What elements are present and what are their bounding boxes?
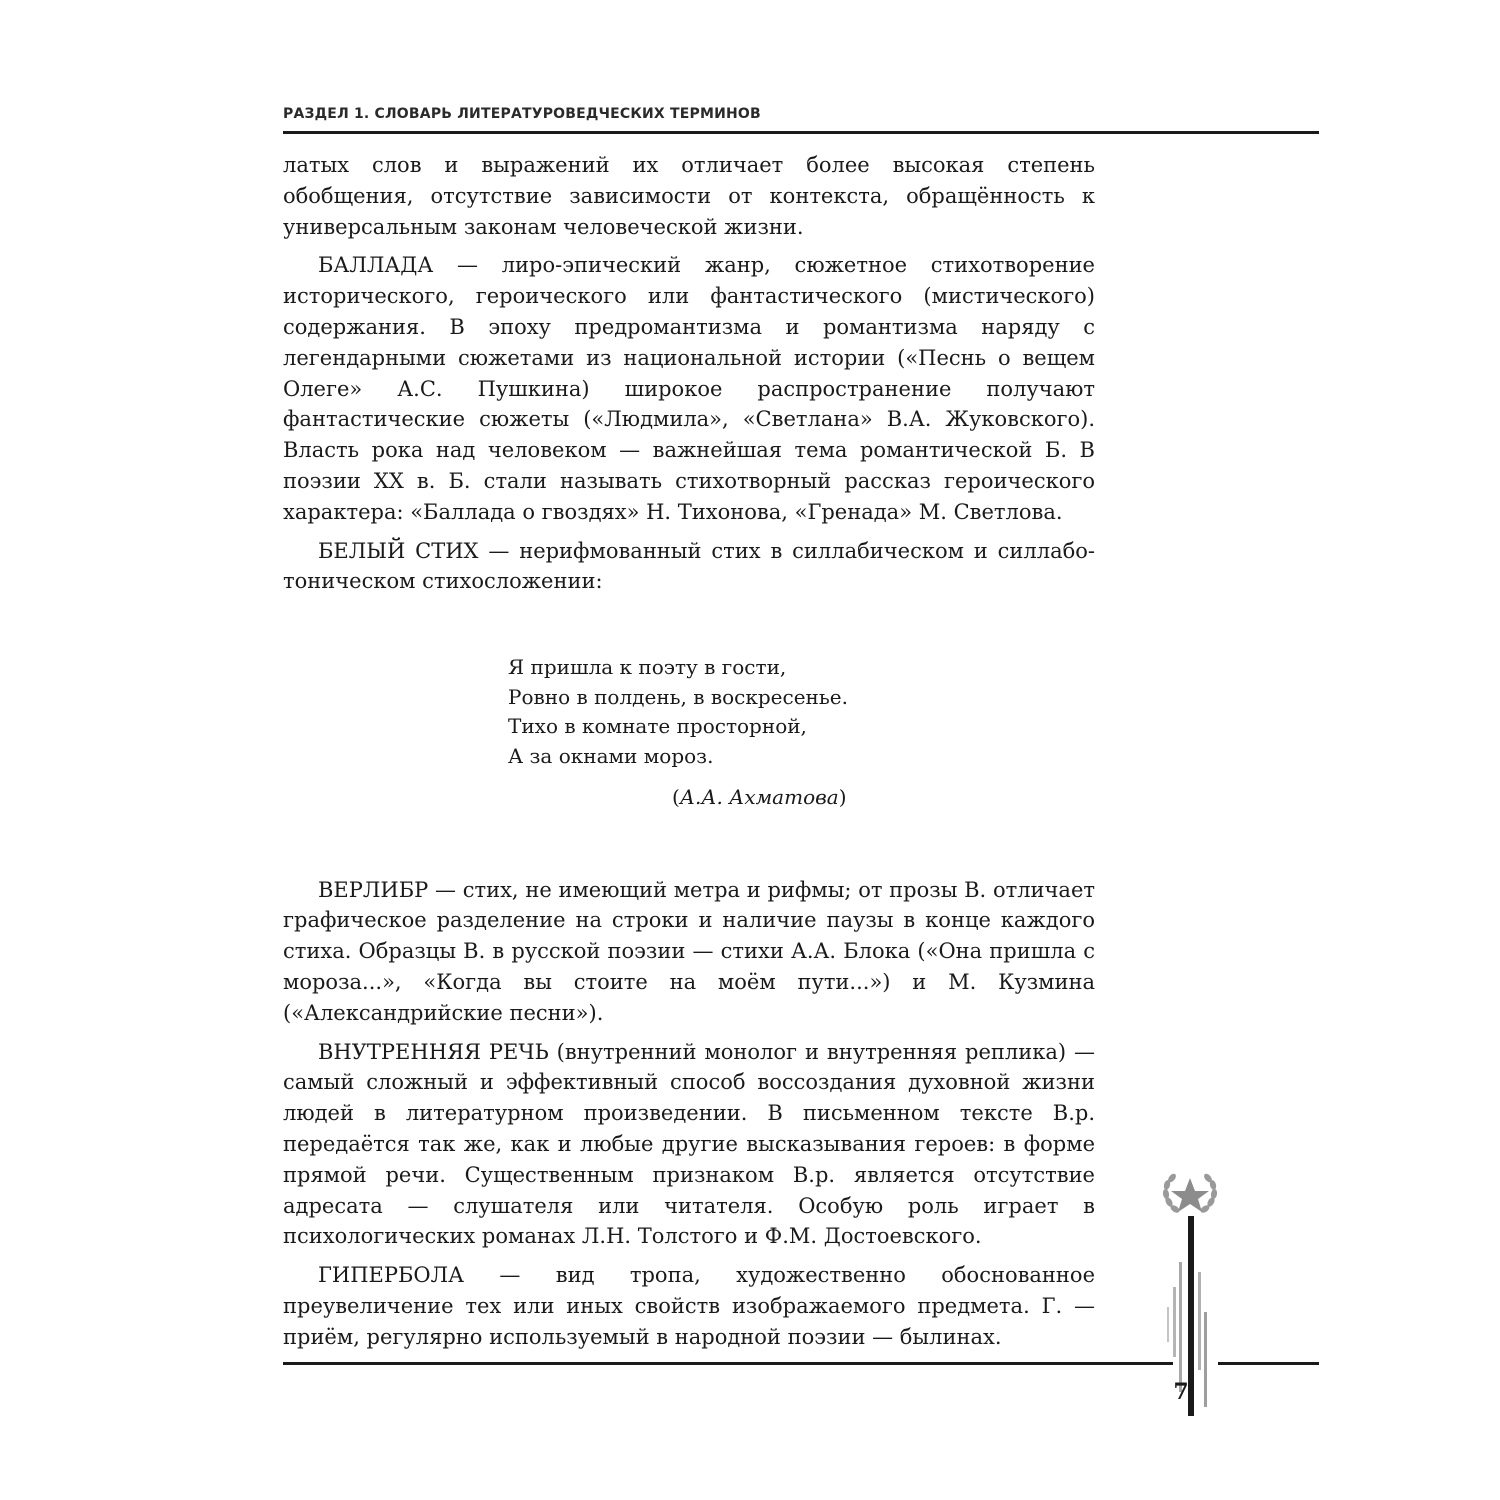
running-head: РАЗДЕЛ 1. СЛОВАРЬ ЛИТЕРАТУРОВЕДЧЕСКИХ ТЕРМИНОВ bbox=[283, 106, 761, 122]
poem-author: (А.А. Ахматова) bbox=[672, 785, 847, 810]
header-rule bbox=[283, 131, 1319, 134]
entry-verlibr: ВЕРЛИБР — стих, не имеющий метра и рифмы; от прозы В. отличает графическое разделение на строки и наличие паузы в конце каждого стиха. Образцы В. в русской поэзии — стихи А.А. Блока («Она пришла с мороза...», «Когда вы стоите на моём пути...») и М. Кузмина («Александрийские песни»). bbox=[283, 877, 1095, 1025]
poem-line: Я пришла к поэту в гости, bbox=[508, 655, 787, 680]
entry-ballada: БАЛЛАДА — лиро-эпический жанр, сюжетное стихотворение исторического, героического или фантастического (мистического) содержания. В эпоху предромантизма и романтизма наряду с легендарными сюжетами из национальной истории («Песнь о вещем Олеге» А.С. Пушкина) широкое распространение получают фантастические сюжеты («Людмила», «Светлана» В.А. Жуковского). Власть рока над человеком — важнейшая тема романтической Б. В поэзии XX в. Б. стали называть стихотворный рассказ героического характера: «Баллада о гвоздях» Н. Тихонова, «Гренада» М. Светлова. bbox=[283, 253, 1095, 524]
page-number: 7 bbox=[1173, 1379, 1189, 1405]
poem-quote bbox=[508, 653, 1095, 813]
poem-line: А за окнами мороз. bbox=[508, 743, 714, 768]
poem-line: Тихо в комнате просторной, bbox=[508, 714, 807, 739]
entry-belyi-stikh: БЕЛЫЙ СТИХ — нерифмованный стих в силлабическом и силлабо-тоническом стихосложении: bbox=[283, 538, 1095, 594]
footer-rule-right bbox=[1218, 1362, 1319, 1365]
paragraph-continuation: латых слов и выражений их отличает более высокая степень обобщения, отсутствие зависимости от контекста, обращённость к универсальным законам человеческой жизни. bbox=[283, 153, 1095, 239]
entry-giperbola: ГИПЕРБОЛА — вид тропа, художественно обоснованное преувеличение тех или иных свойств изображаемого предмета. Г. — приём, регулярно используемый в народной поэзии — былинах. bbox=[283, 1263, 1095, 1349]
page-body bbox=[283, 150, 1095, 1361]
footer-rule-left bbox=[283, 1362, 1173, 1365]
entry-vnutrennyaya-rech: ВНУТРЕННЯЯ РЕЧЬ (внутренний монолог и внутренняя реплика) — самый сложный и эффективный способ воссоздания духовной жизни людей в литературном произведении. В письменном тексте В.р. передаётся так же, как и любые другие высказывания героев: в форме прямой речи. Существенным признаком В.р. является отсутствие адресата — слушателя или читателя. Особую роль играет в психологических романах Л.Н. Толстого и Ф.М. Достоевского. bbox=[283, 1039, 1095, 1249]
poem-line: Ровно в полдень, в воскресенье. bbox=[508, 684, 848, 709]
